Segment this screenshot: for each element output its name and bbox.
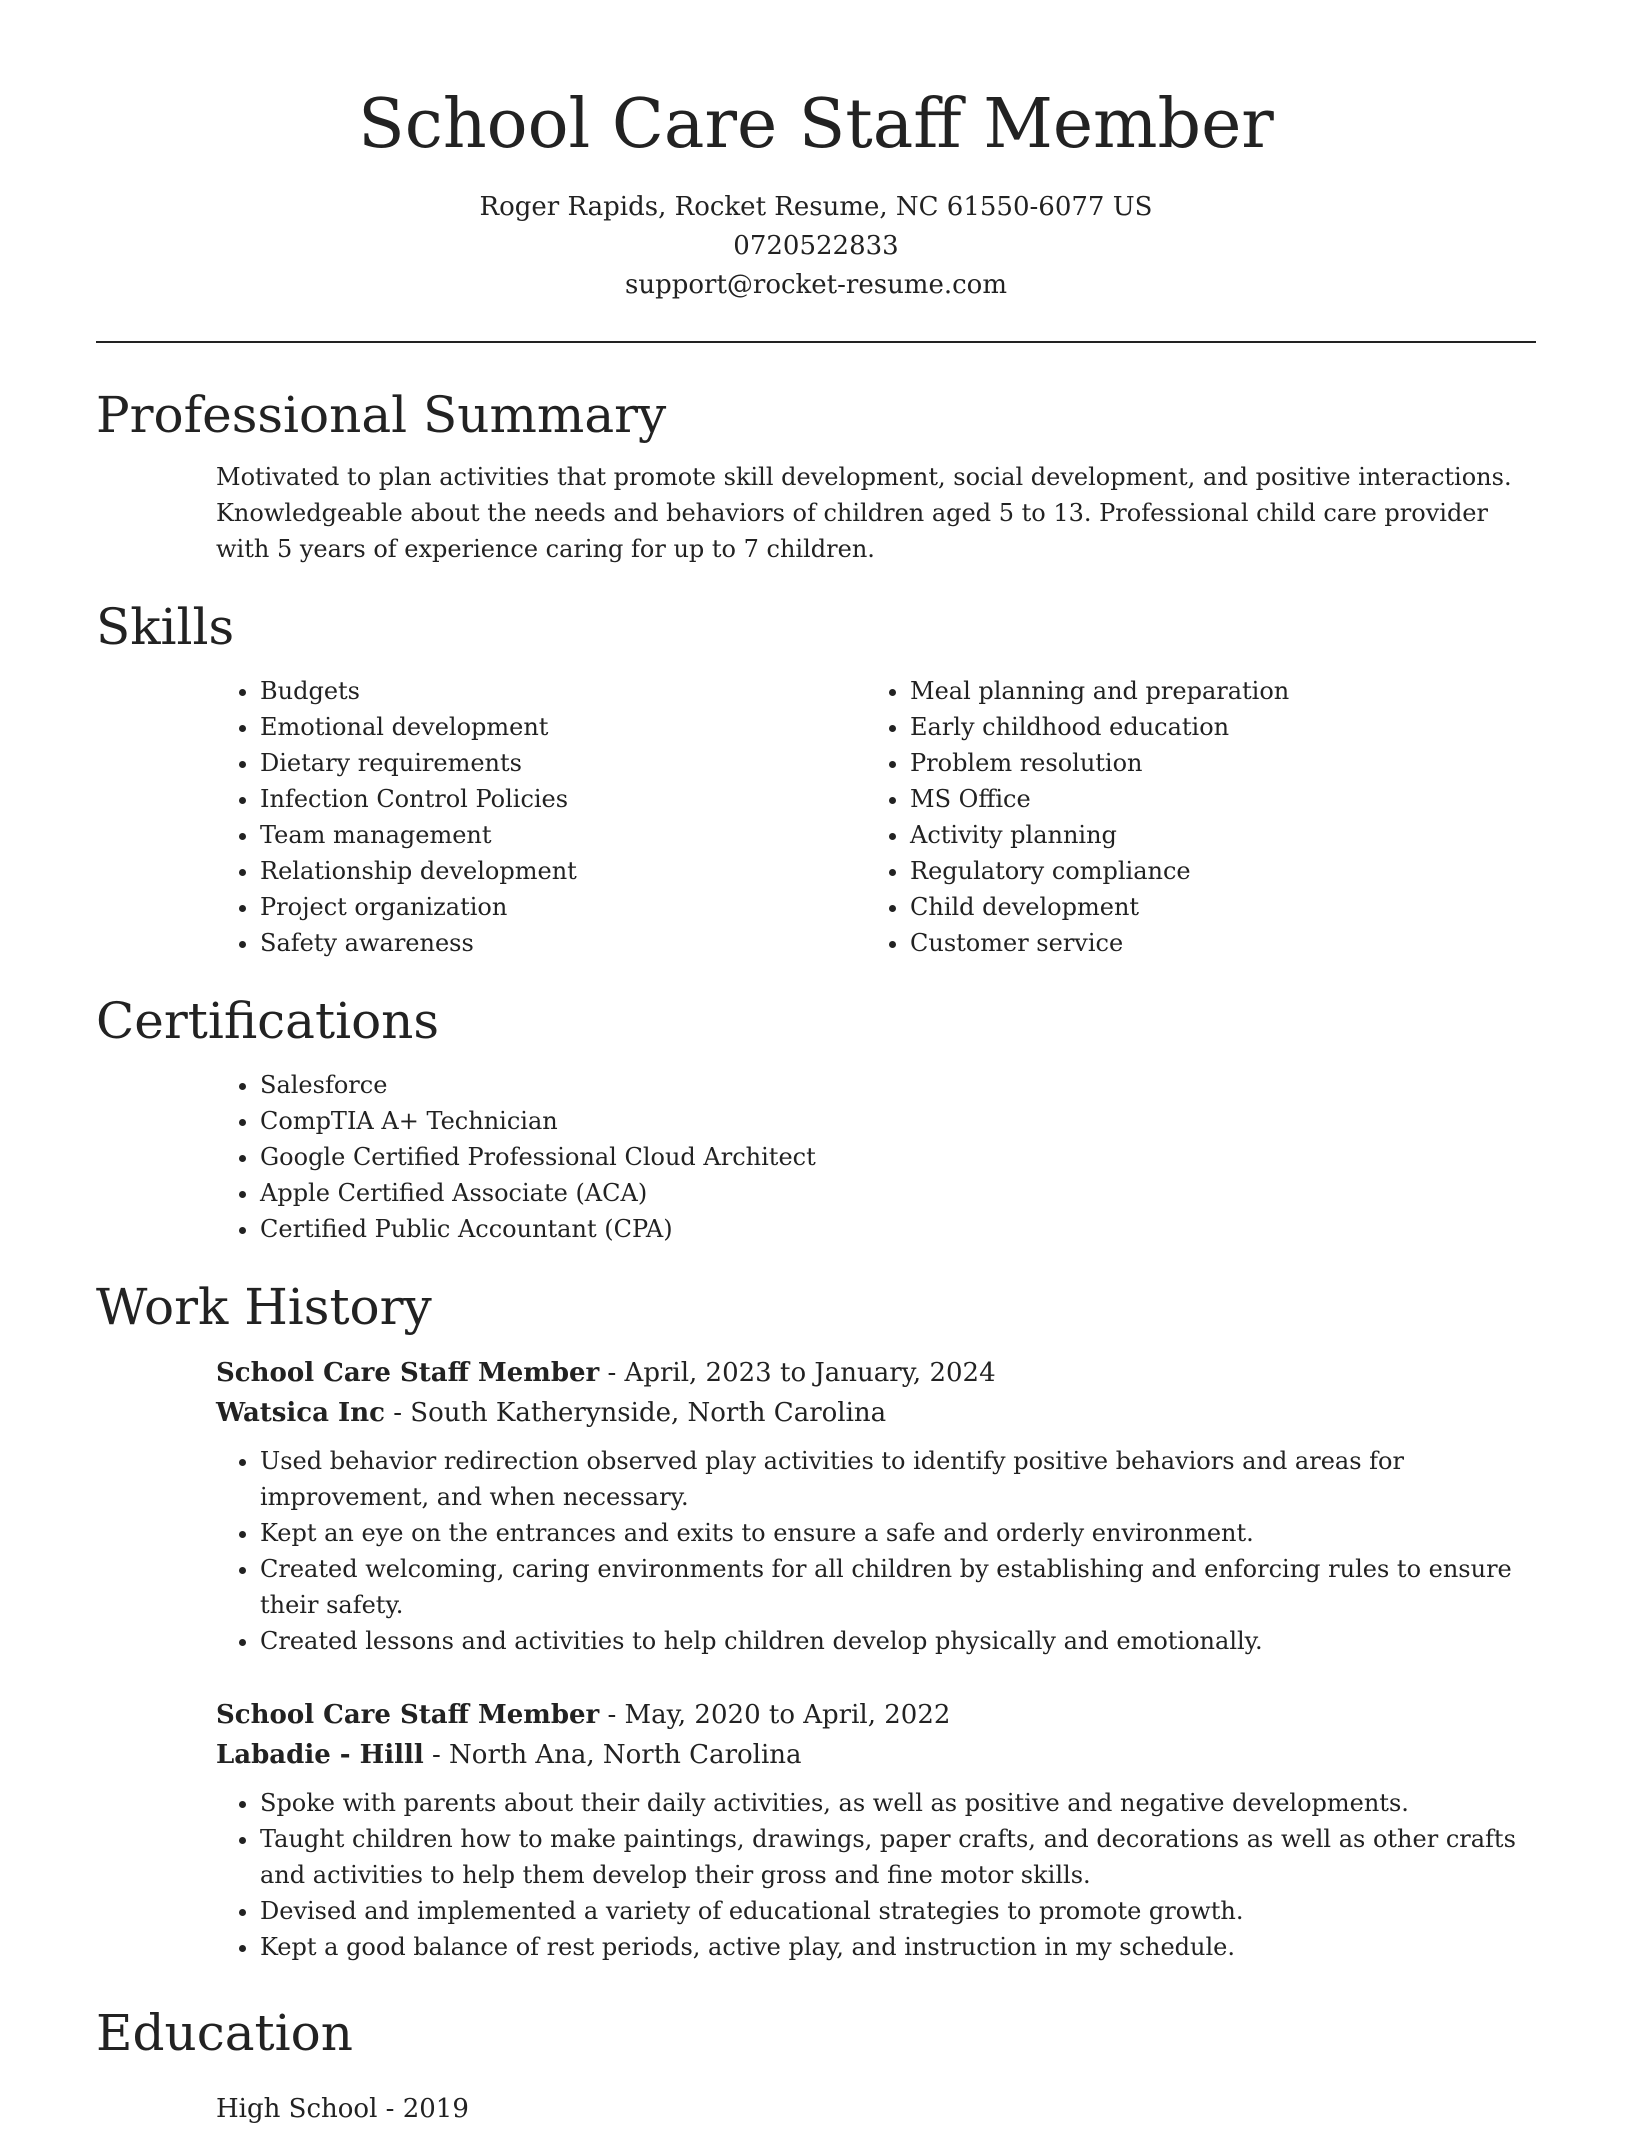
skill-item: • Team management	[260, 817, 866, 853]
work-history-title: Work History	[96, 1278, 432, 1336]
job-title-line	[216, 1695, 1536, 1735]
job-duty: • Taught children how to make paintings, drawings, paper crafts, and decorations as well as other crafts and activities to help them develop their gross and fine motor skills.	[260, 1821, 1536, 1893]
certification-item: • Apple Certified Associate (ACA)	[260, 1175, 1536, 1211]
job-company-line	[216, 1393, 1536, 1433]
job-duty: • Kept an eye on the entrances and exits to ensure a safe and orderly environment.	[260, 1515, 1536, 1551]
certification-item: • Google Certified Professional Cloud Architect	[260, 1139, 1536, 1175]
certifications-body	[96, 1067, 1536, 1247]
skills-column-left	[216, 673, 866, 961]
job-location: - South Katherynside, North Carolina	[384, 1398, 887, 1428]
skills-list-left	[216, 673, 866, 961]
job-duty: • Spoke with parents about their daily activities, as well as positive and negative developments.	[260, 1785, 1536, 1821]
job-company: Labadie - Hilll	[216, 1740, 424, 1770]
job-duty: • Used behavior redirection observed play activities to identify positive behaviors and areas for improvement, and when necessary.	[260, 1443, 1536, 1515]
skills-columns	[96, 673, 1536, 961]
skill-item: • Problem resolution	[910, 745, 1516, 781]
skills-section	[96, 595, 1536, 961]
certification-item: • Salesforce	[260, 1067, 1536, 1103]
skill-item: • Regulatory compliance	[910, 853, 1516, 889]
certifications-title: Certifications	[96, 992, 440, 1050]
resume-header	[96, 0, 1536, 305]
job-duty: • Created lessons and activities to help children develop physically and emotionally.	[260, 1623, 1536, 1659]
job-title-line	[216, 1353, 1536, 1393]
job-duty: • Created welcoming, caring environments for all children by establishing and enforcing rules to ensure their safety.	[260, 1551, 1536, 1623]
certifications-list	[216, 1067, 1536, 1247]
skill-item: • Customer service	[910, 925, 1516, 961]
job-company-line	[216, 1735, 1536, 1775]
job-entry	[96, 1695, 1536, 1965]
contact-email: support@rocket-resume.com	[624, 270, 1007, 300]
job-dates: - May, 2020 to April, 2022	[599, 1700, 951, 1730]
skill-item: • Meal planning and preparation	[910, 673, 1516, 709]
education-section	[96, 2001, 1536, 2129]
education-entry	[96, 2089, 1536, 2129]
job-dates: - April, 2023 to January, 2024	[599, 1358, 996, 1388]
education-title: Education	[96, 2004, 353, 2062]
skills-title: Skills	[96, 598, 235, 656]
job-role: School Care Staff Member	[216, 1358, 600, 1388]
skill-item: • MS Office	[910, 781, 1516, 817]
certification-item: • Certified Public Accountant (CPA)	[260, 1211, 1536, 1247]
candidate-name: School Care Staff Member	[358, 85, 1274, 164]
contact-phone: 0720522833	[733, 231, 899, 261]
skills-column-right	[866, 673, 1516, 961]
education-year: - 2019	[377, 2094, 469, 2124]
skill-item: • Emotional development	[260, 709, 866, 745]
skill-item: • Relationship development	[260, 853, 866, 889]
skills-list-right	[866, 673, 1516, 961]
certification-item: • CompTIA A+ Technician	[260, 1103, 1536, 1139]
job-duties-list	[216, 1443, 1536, 1659]
contact-address: Roger Rapids, Rocket Resume, NC 61550-6077 US	[479, 192, 1153, 222]
certifications-section	[96, 989, 1536, 1247]
skill-item: • Dietary requirements	[260, 745, 866, 781]
education-degree: High School	[216, 2094, 378, 2124]
job-duties-list	[216, 1785, 1536, 1965]
summary-section	[96, 383, 1536, 567]
skill-item: • Activity planning	[910, 817, 1516, 853]
skill-item: • Infection Control Policies	[260, 781, 866, 817]
job-location: - North Ana, North Carolina	[423, 1740, 802, 1770]
skill-item: • Early childhood education	[910, 709, 1516, 745]
job-company: Watsica Inc	[216, 1398, 385, 1428]
work-history-section	[96, 1275, 1536, 1965]
summary-text: Motivated to plan activities that promote skill development, social development, and positive interactions. Knowledgeable about the needs and behaviors of children aged 5 to 13. Professional child care provider with 5 years of experience caring for up to 7 children.	[216, 463, 1512, 563]
header-divider	[96, 341, 1536, 343]
job-role: School Care Staff Member	[216, 1700, 600, 1730]
skill-item: • Budgets	[260, 673, 866, 709]
job-duty: • Devised and implemented a variety of educational strategies to promote growth.	[260, 1893, 1536, 1929]
skill-item: • Project organization	[260, 889, 866, 925]
skill-item: • Child development	[910, 889, 1516, 925]
job-duty: • Kept a good balance of rest periods, active play, and instruction in my schedule.	[260, 1929, 1536, 1965]
skill-item: • Safety awareness	[260, 925, 866, 961]
summary-title: Professional Summary	[96, 386, 667, 444]
job-entry	[96, 1353, 1536, 1659]
